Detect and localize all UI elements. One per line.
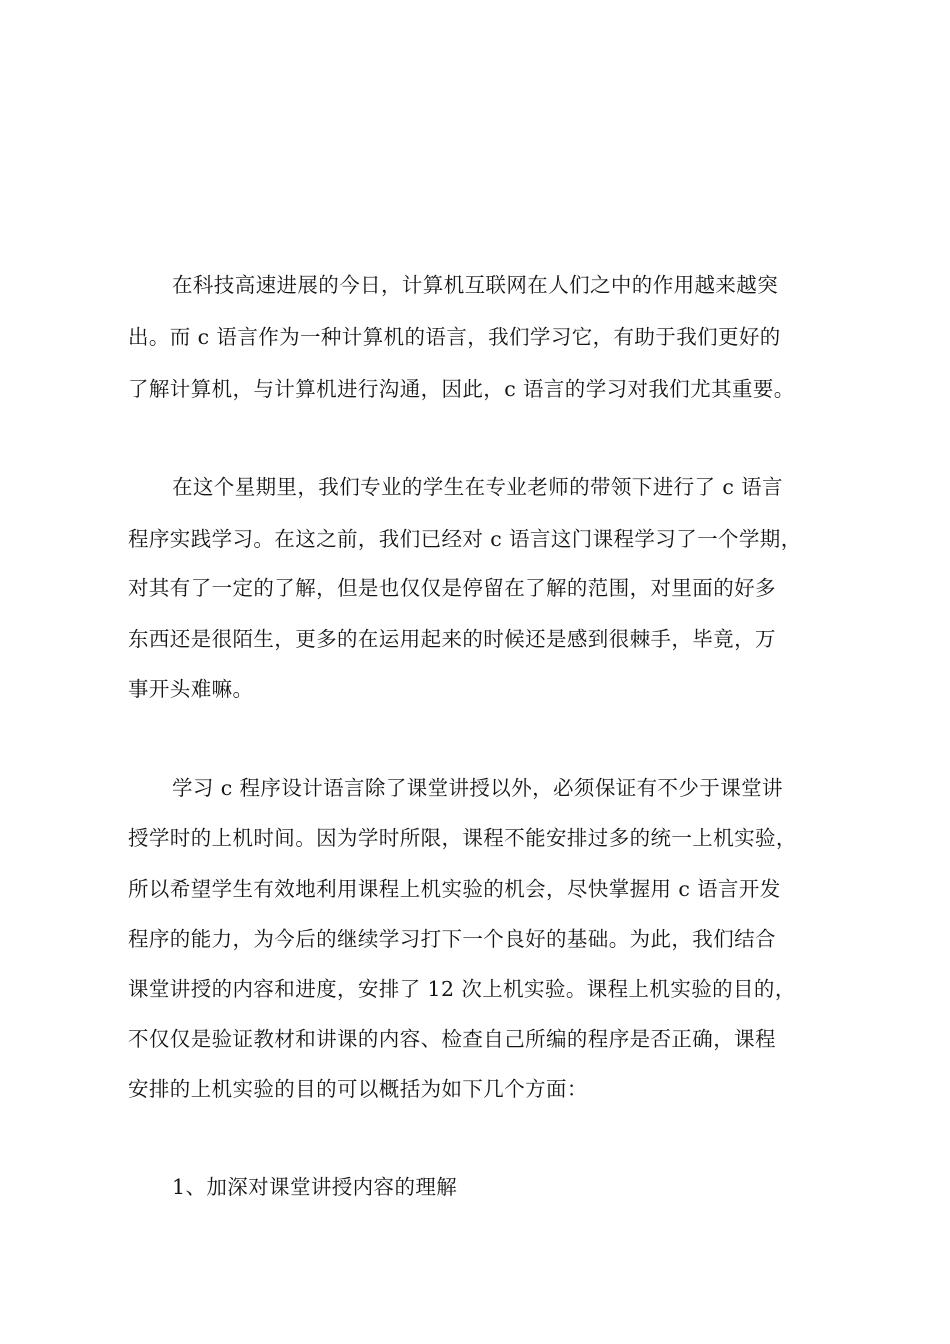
paragraph-3-line-2: 授学时的上机时间。因为学时所限，课程不能安排过多的统一上机实验， (128, 826, 797, 850)
paragraph-3-line-3: 所以希望学生有效地利用课程上机实验的机会，尽快掌握用 c 语言开发 (128, 877, 781, 901)
paragraph-3-line-6: 不仅仅是验证教材和讲课的内容、检查自己所编的程序是否正确，课程 (128, 1027, 776, 1051)
paragraph-2-line-3: 对其有了一定的了解，但是也仅仅是停留在了解的范围，对里面的好多 (128, 576, 776, 600)
paragraph-1-line-3: 了解计算机，与计算机进行沟通，因此，c 语言的学习对我们尤其重要。 (128, 377, 795, 401)
paragraph-2-line-2: 程序实践学习。在这之前，我们已经对 c 语言这门课程学习了一个学期， (128, 527, 802, 551)
paragraph-2-line-1: 在这个星期里，我们专业的学生在专业老师的带领下进行了 c 语言 (172, 475, 783, 499)
paragraph-2-line-5: 事开头难嘛。 (128, 677, 254, 701)
paragraph-3-line-7: 安排的上机实验的目的可以概括为如下几个方面： (128, 1077, 588, 1101)
paragraph-1-line-1: 在科技高速进展的今日，计算机互联网在人们之中的作用越来越突 (172, 273, 779, 297)
paragraph-3-line-4: 程序的能力，为今后的继续学习打下一个良好的基础。为此，我们结合 (128, 927, 776, 951)
paragraph-4-line-1: 1、加深对课堂讲授内容的理解 (172, 1175, 458, 1199)
paragraph-1-line-2: 出。而 c 语言作为一种计算机的语言，我们学习它，有助于我们更好的 (128, 325, 781, 349)
paragraph-2-line-4: 东西还是很陌生，更多的在运用起来的时候还是感到很棘手，毕竟，万 (128, 627, 776, 651)
paragraph-3-line-1: 学习 c 程序设计语言除了课堂讲授以外，必须保证有不少于课堂讲 (172, 776, 783, 800)
paragraph-3-line-5: 课堂讲授的内容和进度，安排了 12 次上机实验。课程上机实验的目的， (128, 977, 796, 1001)
